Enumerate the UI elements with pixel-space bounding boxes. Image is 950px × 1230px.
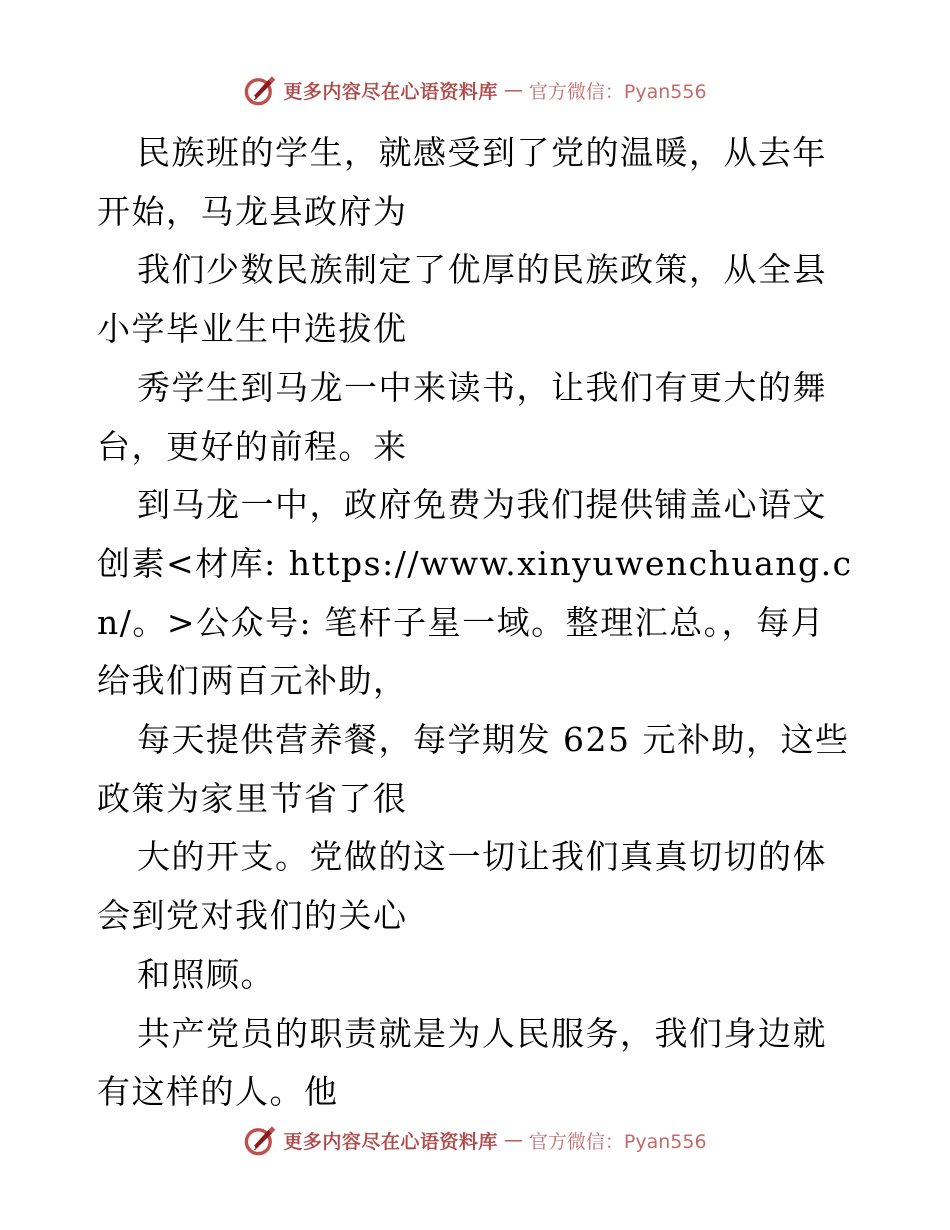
pen-in-circle-icon: [243, 73, 277, 107]
paragraph: 民族班的学生，就感受到了党的温暖，从去年开始，马龙县政府为: [97, 133, 827, 231]
header-contact: 官方微信：Pyan556: [528, 80, 707, 103]
paragraph: 秀学生到马龙一中来读书，让我们有更大的舞台，更好的前程。来: [97, 367, 827, 466]
paragraph: 大的开支。党做的这一切让我们真真切切的体会到党对我们的关心: [97, 837, 827, 936]
footer-separator: —: [503, 1129, 523, 1151]
footer-banner: [243, 1120, 706, 1160]
paragraph: 到马龙一中，政府免费为我们提供铺盖心语文创素<材库: https://www.xinyuwenchuang.cn/。>公众号: 笔杆子星一域。整理汇总。，每月给我们两百元补助，: [97, 485, 853, 701]
document-body: [97, 124, 857, 1122]
page-header: [0, 70, 950, 110]
header-banner: [243, 70, 706, 110]
header-separator: —: [503, 79, 523, 101]
pen-in-circle-icon: [243, 1123, 277, 1157]
paragraph: 共产党员的职责就是为人民服务，我们身边就有这样的人。他: [97, 1013, 827, 1112]
footer-contact: 官方微信：Pyan556: [528, 1130, 707, 1153]
header-brand: 更多内容尽在心语资料库: [283, 80, 498, 103]
paragraph: 每天提供营养餐，每学期发 625 元补助，这些政策为家里节省了很: [97, 720, 850, 818]
paragraph: 和照顾。: [137, 954, 275, 994]
paragraph: 我们少数民族制定了优厚的民族政策，从全县小学毕业生中选拔优: [97, 250, 827, 349]
footer-brand: 更多内容尽在心语资料库: [283, 1130, 498, 1153]
page-footer: [0, 1120, 950, 1160]
